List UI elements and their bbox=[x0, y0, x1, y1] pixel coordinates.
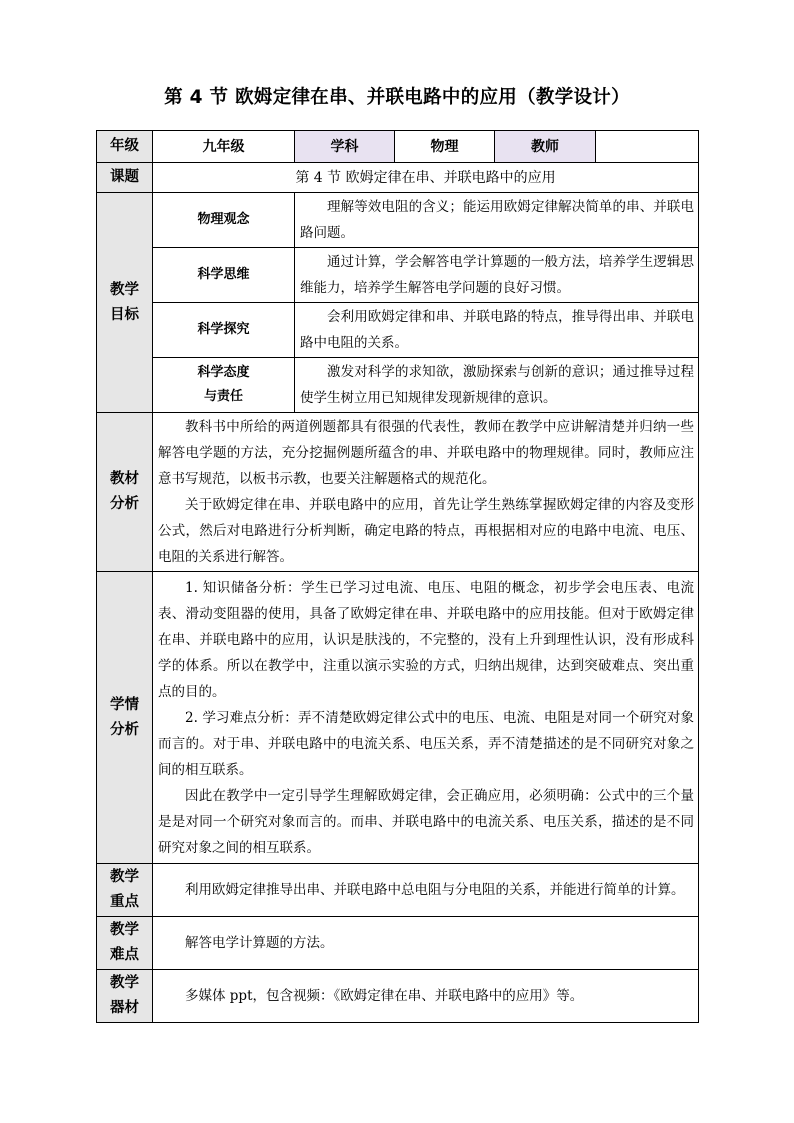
paragraph: 2. 学习难点分析：弄不清楚欧姆定律公式中的电压、电流、电阻是对同一个研究对象而言的。对于串、并联电路中的电流关系、电压关系，弄不清楚描述的是不同研究对象之间的相互联系。 bbox=[158, 709, 694, 778]
difficulties-row bbox=[97, 917, 699, 970]
subject-value: 物理 bbox=[395, 131, 495, 163]
lesson-plan-table bbox=[96, 130, 699, 1023]
textbook-label-line1: 教材 bbox=[110, 471, 139, 487]
equipment-text: 多媒体 ppt，包含视频：《欧姆定律在串、并联电路中的应用》等。 bbox=[153, 970, 699, 1023]
topic-row bbox=[97, 163, 699, 193]
equipment-label bbox=[97, 970, 153, 1023]
objectives-label-line1: 教学 bbox=[110, 281, 139, 298]
paragraph: 因此在教学中一定引导学生理解欧姆定律，会正确应用，必须明确：公式中的三个量是是对同一个研究对象而言的。而串、并联电路中的电流关系、电压关系，描述的是不同研究对象之间的相互联系。 bbox=[158, 787, 694, 856]
objective-row bbox=[97, 303, 699, 358]
objective-name: 物理观念 bbox=[153, 193, 295, 248]
equipment-label-line1: 教学 bbox=[110, 975, 139, 991]
paragraph: 1. 知识储备分析：学生已学习过电流、电压、电阻的概念，初步学会电压表、电流表、滑动变阻器的使用，具备了欧姆定律在串、并联电路中的应用技能。但对于欧姆定律在串、并联电路中的应用，认识是肤浅的，不完整的，没有上升到理性认识，没有形成科学的体系。所以在教学中，注重以演示实验的方式，归纳出规律，达到突破难点、突出重点的目的。 bbox=[158, 579, 694, 700]
header-row bbox=[97, 131, 699, 163]
students-label bbox=[97, 572, 153, 864]
textbook-label bbox=[97, 413, 153, 572]
paragraph: 教科书中所给的两道例题都具有很强的代表性，教师在教学中应讲解清楚并归纳一些解答电学题的方法，充分挖掘例题所蕴含的串、并联电路中的物理规律。同时，教师应注意书写规范，以板书示教，也要关注解题格式的规范化。 bbox=[158, 419, 694, 487]
teacher-value bbox=[596, 131, 699, 163]
objective-text: 激发对科学的求知欲，激励探索与创新的意识；通过推导过程使学生树立用已知规律发现新规律的意识。 bbox=[295, 358, 699, 413]
objective-text: 理解等效电阻的含义；能运用欧姆定律解决简单的串、并联电路问题。 bbox=[295, 193, 699, 248]
objective-row bbox=[97, 358, 699, 413]
textbook-row bbox=[97, 413, 699, 572]
difficulties-label-line2: 难点 bbox=[110, 947, 139, 963]
objective-name: 科学探究 bbox=[153, 303, 295, 358]
document-title: 第 4 节 欧姆定律在串、并联电路中的应用（教学设计） bbox=[164, 87, 630, 108]
objective-name-line1: 科学态度 bbox=[197, 365, 250, 380]
objective-name bbox=[153, 358, 295, 413]
objective-row bbox=[97, 193, 699, 248]
objectives-label bbox=[97, 193, 153, 413]
equipment-label-line2: 器材 bbox=[110, 1000, 139, 1016]
difficulties-text: 解答电学计算题的方法。 bbox=[153, 917, 699, 970]
objective-name-line2: 与责任 bbox=[203, 389, 243, 404]
objectives-label-line2: 目标 bbox=[110, 306, 139, 323]
key-points-label-line2: 重点 bbox=[110, 894, 139, 910]
objective-row bbox=[97, 248, 699, 303]
teacher-label: 教师 bbox=[495, 131, 596, 163]
grade-value: 九年级 bbox=[153, 131, 295, 163]
students-row bbox=[97, 572, 699, 864]
topic-value: 第 4 节 欧姆定律在串、并联电路中的应用 bbox=[153, 163, 699, 193]
difficulties-label-line1: 教学 bbox=[110, 922, 139, 938]
textbook-text bbox=[153, 413, 699, 572]
key-points-label-line1: 教学 bbox=[110, 869, 139, 885]
topic-label: 课题 bbox=[97, 163, 153, 193]
students-label-line1: 学情 bbox=[110, 696, 139, 713]
equipment-row bbox=[97, 970, 699, 1023]
objective-name: 科学思维 bbox=[153, 248, 295, 303]
key-points-text: 利用欧姆定律推导出串、并联电路中总电阻与分电阻的关系，并能进行简单的计算。 bbox=[153, 864, 699, 917]
objective-text: 通过计算，学会解答电学计算题的一般方法，培养学生逻辑思维能力，培养学生解答电学问题的良好习惯。 bbox=[295, 248, 699, 303]
key-points-row bbox=[97, 864, 699, 917]
grade-label: 年级 bbox=[97, 131, 153, 163]
objective-text: 会利用欧姆定律和串、并联电路的特点，推导得出串、并联电路中电阻的关系。 bbox=[295, 303, 699, 358]
paragraph: 关于欧姆定律在串、并联电路中的应用，首先让学生熟练掌握欧姆定律的内容及变形公式，然后对电路进行分析判断，确定电路的特点，再根据相对应的电路中电流、电压、电阻的关系进行解答。 bbox=[158, 497, 694, 565]
students-text bbox=[153, 572, 699, 864]
textbook-label-line2: 分析 bbox=[110, 496, 139, 512]
subject-label: 学科 bbox=[295, 131, 395, 163]
difficulties-label bbox=[97, 917, 153, 970]
key-points-label bbox=[97, 864, 153, 917]
students-label-line2: 分析 bbox=[110, 721, 139, 738]
